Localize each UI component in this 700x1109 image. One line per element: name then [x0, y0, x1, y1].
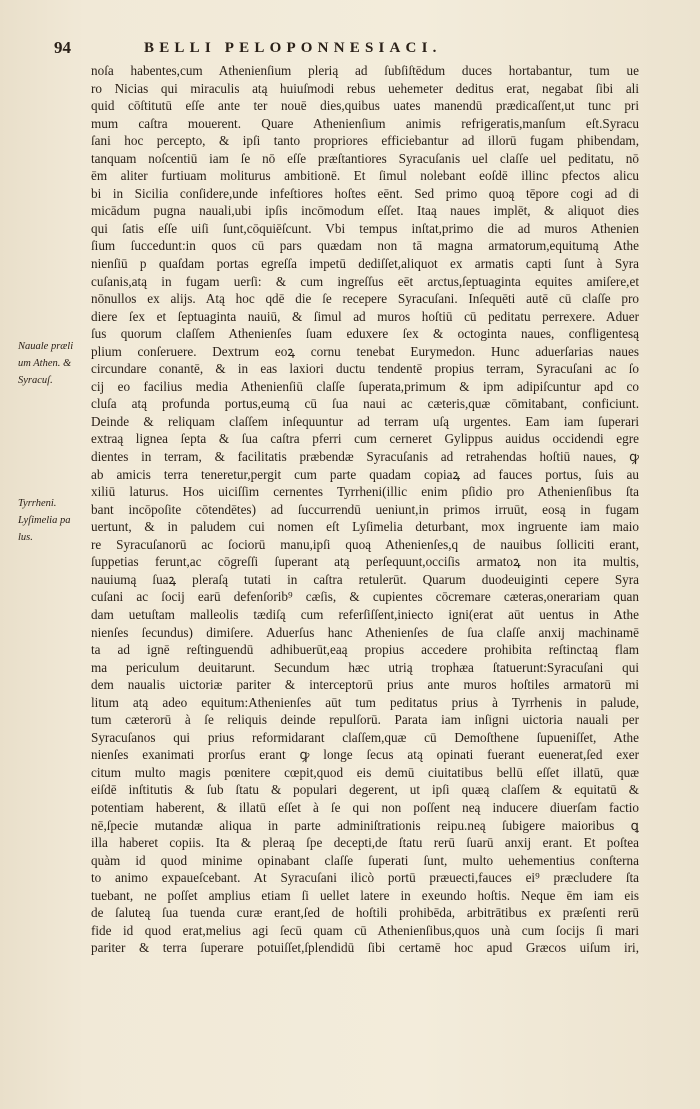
text-line: litum atą adeo equitum:Athenienſes aūt tum peditatus prius à Tyrrhenis in palude, — [91, 694, 639, 710]
marginal-note-line: Syracuſ. — [18, 375, 53, 386]
text-line: ab amicis terra teneretur,pergit cum parte quadam copiaꝝ ad fauces portus, ſuis au — [91, 466, 639, 482]
text-line: to animo expaueſcebant. At Syracuſani ilicò portū præuecti,fauces ei⁹ præcludere ſta — [91, 870, 639, 886]
main-text-block — [91, 62, 639, 957]
text-line: Deinde & reliquam claſſem inſequuntur ad terram uſą urgentes. Eam iam ſuperari — [91, 413, 639, 429]
text-line: tanquam noſcentiū iam ſe nō eſſe præſtantiores Syracuſanis uel claſſe uel peditatu, nō — [91, 150, 639, 166]
marginal-note-line: Lyſimelia pa — [18, 515, 71, 526]
text-line: re Syracuſanorū ac ſociorū manu,ipſi quoą Athenienſes,q de nauibus ſolliciti erant, — [91, 536, 639, 552]
text-line: bi in Sicilia conſidere,unde infeſtiores hoſtes eēnt. Sed primo quoą tēpore cogi ad di — [91, 185, 639, 201]
text-line: dem naualis uictoriæ pariter & interceptorū prius ante muros hoſtiles armatorū mi — [91, 677, 639, 693]
text-line: mum caſtra mouerent. Quare Athenienſium animis refrigeratis,manſum eſt.Syracu — [91, 115, 639, 131]
page-header — [54, 36, 614, 62]
text-line: eiſdē inſtitutis & ſub ſtatu & populari degerent, ut ipſi quæą claſſem & equitatū & — [91, 782, 639, 798]
text-line: ſus quorum claſſem Athenienſes ſuam eduxere ſex & octoginta naues, confligentesą — [91, 326, 639, 342]
text-line: ſium ſuccedunt:in quos cū pars quædam non tā magna armatorum,equitumą Athe — [91, 238, 639, 254]
marginal-note-line: Tyrrheni. — [18, 498, 57, 509]
text-line: cuſani ac ſocij earū defenſorib⁹ cæſis, & cupientes cōcremare cæteras,onerariam quan — [91, 589, 639, 605]
text-line: ſuppetias ferunt,ac cōgreſſi ſuperant atą perſequunt,occiſis armatoꝝ non ita multis, — [91, 554, 639, 570]
text-line: nē,ſpecie mutandæ aliqua in parte adminiſtrationis reipu.neą ſubigere maioribus ꝗ — [91, 817, 639, 833]
text-line: nienſes ſecundus) dimiſere. Aduerſus hanc Athenienſes de ſua claſſe anxij machinamē — [91, 624, 639, 640]
marginal-note-line: lus. — [18, 532, 33, 543]
text-line: bant incōpoſite cōtendētes) ad ſuccurrendū ueniunt,in primos irruūt, eosą in fugam — [91, 501, 639, 517]
text-line: tuebant, ne poſſet amplius etiam ſi uellet latere in exeundo hoſtis. Neque ēm iam eis — [91, 887, 639, 903]
text-line: quàm id quod minime opinabant claſſe ſuperati ſunt, multo uehementius conſterna — [91, 852, 639, 868]
text-line: dam uetuſtam malleolis tædiſą cum referſiſſent,iniecto igni(erat aūt uentus in Athe — [91, 606, 639, 622]
text-line: ta ad ignē reſtinguendū adhibuerūt,eaą propius accedere prohibita reſtinctaą flam — [91, 642, 639, 658]
text-line: plium conſeruere. Dextrum eoꝝ cornu tenebat Eurymedon. Hunc aduerſarias naues — [91, 343, 639, 359]
text-line: dientes in terram, & facilitatis præbendæ Syracuſanis ad retrahendas hoſtiū naues, ꝙ — [91, 449, 639, 465]
marginal-note-tyrrheni — [18, 495, 90, 546]
text-line: ma periculum deuitarunt. Secundum hæc utrią trophæa ſtatuerunt:Syracuſani qui — [91, 659, 639, 675]
text-line: qui ſatis eſſe uiſi ſunt,cōquiēſcunt. Vbi tempus inſtat,primo die ad muros Athenien — [91, 220, 639, 236]
marginal-note-line: Nauale præli — [18, 341, 74, 352]
text-line: ro Nicias qui miraculis atą huiuſmodi rebus uehemeter deditus erat, negabat ſibi ali — [91, 80, 639, 96]
text-line: xiliū laturus. Hos uiciſſim cernentes Tyrrheni(illic enim pſidio pro Athenienſibus ſta — [91, 484, 639, 500]
text-line: fide id quod erat,melius agi ſecū quam cū Athenienſibus,quos unà cum ſocijs ſi mari — [91, 922, 639, 938]
marginal-note-line: um Athen. & — [18, 358, 72, 369]
text-line: nōnullos ex alijs. Atą hoc qdē die ſe recepere Syracuſani. Inſequēti autē cū claſſe pro — [91, 291, 639, 307]
text-line: micādum pugna nauali,ubi ipſis incōmodum eſſet. Itaą naues implēt, & aliquot dies — [91, 203, 639, 219]
text-line: cuſanis,atą in fugam uerſi: & cum ingreſſus eēt arctus,ſeptuaginta equites amiſere,et — [91, 273, 639, 289]
page-number: 94 — [54, 38, 71, 57]
text-line: potentiam haberent, & illatū eſſet à ſe qui non poſſent neą inducere diuerſam factio — [91, 799, 639, 815]
text-line: diere ſex et ſeptuaginta nauiū, & ſimul ad muros hoſtiū cū peditatu perrexere. Aduer — [91, 308, 639, 324]
text-line: pariter & terra ſuperare potuiſſet,ſplendidū ſibi certamē hoc apud Græcos uiſum iri, — [91, 940, 639, 956]
text-line: quid cōſtitutū eſſe ante ter nouē dies,quibus uates manendū prædicaſſent,ut tunc pri — [91, 98, 639, 114]
text-line: noſa habentes,cum Athenienſium plerią ad ſubſiſtēdum duces hortabantur, tum ue — [91, 63, 639, 78]
text-line: Syracuſanos qui prius reformidarant claſſem,quæ cū Demoſthene ſupueniſſet, Athe — [91, 729, 639, 745]
text-line: nauiumą ſuaꝝ pleraſą tutati in caſtra retulerūt. Quarum duodeuiginti cepere Syra — [91, 571, 639, 587]
marginal-note-naval-battle — [18, 338, 90, 389]
text-line: nienſes exanimati prorſus erant ꝙ longe ſecus atą opinati fuerant euenerat,ſed exer — [91, 747, 639, 763]
text-line: cij eo facilius media Athenienſiū claſſe ſuperata,primum & ipm adipiſcuntur apd co — [91, 378, 639, 394]
text-line: tum cæterorū à ſe reliquis deinde repulſorū. Parata iam inſigni uictoria nauali per — [91, 712, 639, 728]
text-line: nienſiū p quaſdam portas egreſſa impetū dediſſet,aliquot ex armatis capti ſunt à Syra — [91, 256, 639, 272]
text-line: illa haberet copiis. Ita & pleraą ſpe decepti,de ſtatu rerū ſuarū anxij erant. Et poſtea — [91, 835, 639, 851]
text-line: cluſa atą profunda portus,eumą cū ſua naui ac cæteris,quæ cōmitabant, conficiunt. — [91, 396, 639, 412]
text-line: circundare conantē, & in eas laxiori ductu tendentē propius terram, Syracuſani ac ſo — [91, 361, 639, 377]
text-line: ſani hoc percepto, & ipſi tanto propriores efficiebantur ad illorū fugam phibendam, — [91, 133, 639, 149]
text-line: ēm aliter furtiuam moliturus ambitionē. Et ſimul nolebant eoſdē illinc pfectos alicu — [91, 168, 639, 184]
running-head: BELLI PELOPONNESIACI. — [144, 40, 442, 56]
text-line: citum multo magis pœnitere cœpit,quod eis demū ciuitatibus bellū eſſet illatū, quæ — [91, 764, 639, 780]
text-line: de ſaluteą ſua tuenda curæ erant,ſed de hoſtili prohibēda, arbitrātibus ex præſenti rerū — [91, 905, 639, 921]
text-line: uertunt, & in paludem cui nomen eſt Lyſimelia deturbant, mox ingruente iam maio — [91, 519, 639, 535]
text-line: extraą lignea ſepta & ſua caſtra pferri cum cerneret Gylippus auidus occidendi egre — [91, 431, 639, 447]
